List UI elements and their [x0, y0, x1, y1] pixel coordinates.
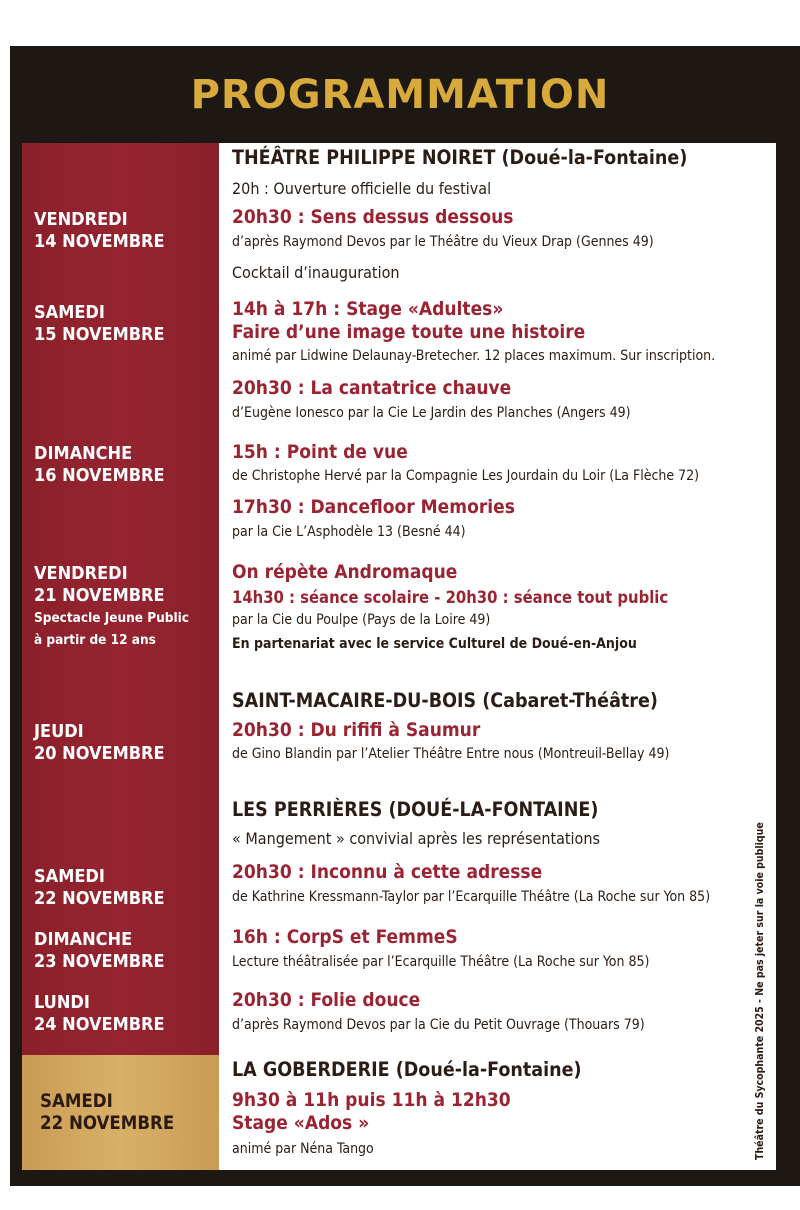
event-title: 20h30 : La cantatrice chauve: [232, 377, 512, 399]
event-description: par la Cie du Poulpe (Pays de la Loire 49): [232, 612, 491, 628]
event-description: animé par Néna Tango: [232, 1141, 374, 1157]
event-description: de Kathrine Kressmann-Taylor par l’Ecarquille Théâtre (La Roche sur Yon 85): [232, 889, 711, 905]
date-samedi-22-goberderie: SAMEDI 22 NOVEMBRE: [40, 1091, 175, 1134]
event-description: de Gino Blandin par l’Atelier Théâtre Entre nous (Montreuil-Bellay 49): [232, 746, 670, 762]
venue-heading: SAINT-MACAIRE-DU-BOIS (Cabaret-Théâtre): [232, 689, 658, 712]
event-title: 15h : Point de vue: [232, 441, 408, 463]
event-title: 9h30 à 11h puis 11h à 12h30: [232, 1089, 511, 1111]
page-title: PROGRAMMATION: [190, 72, 610, 118]
event-partner-note: En partenariat avec le service Culturel de Doué-en-Anjou: [232, 636, 637, 652]
date-samedi-15: SAMEDI 15 NOVEMBRE: [34, 302, 165, 345]
date-samedi-22: SAMEDI 22 NOVEMBRE: [34, 866, 165, 909]
event-subtitle: Stage «Ados »: [232, 1112, 370, 1134]
date-dimanche-23: DIMANCHE 23 NOVEMBRE: [34, 929, 165, 972]
date-jeudi-20: JEUDI 20 NOVEMBRE: [34, 721, 165, 764]
date-vendredi-21: VENDREDI 21 NOVEMBRE Spectacle Jeune Public à partir de 12 ans: [34, 563, 219, 651]
venue-heading: LA GOBERDERIE (Doué-la-Fontaine): [232, 1058, 582, 1081]
event-description: d’après Raymond Devos par le Théâtre du Vieux Drap (Gennes 49): [232, 234, 654, 250]
event-description: animé par Lidwine Delaunay-Bretecher. 12 places maximum. Sur inscription.: [232, 348, 716, 364]
event-note: 20h : Ouverture officielle du festival: [232, 179, 492, 198]
event-title: 20h30 : Sens dessus dessous: [232, 206, 514, 228]
date-note: Spectacle Jeune Public: [34, 610, 189, 626]
date-dimanche-16: DIMANCHE 16 NOVEMBRE: [34, 443, 165, 486]
event-description: de Christophe Hervé par la Compagnie Les Jourdain du Loir (La Flèche 72): [232, 468, 700, 484]
event-title: 17h30 : Dancefloor Memories: [232, 496, 515, 518]
date-vendredi-14: VENDREDI 14 NOVEMBRE: [34, 209, 165, 252]
event-title: 20h30 : Du rififi à Saumur: [232, 719, 481, 741]
side-credit: Théâtre du Sycophante 2025 - Ne pas jeter sur la voie publique: [754, 822, 766, 1160]
event-title: 16h : CorpS et FemmeS: [232, 926, 458, 948]
event-subtitle: Faire d’une image toute une histoire: [232, 321, 586, 343]
date-lundi-24: LUNDI 24 NOVEMBRE: [34, 992, 165, 1035]
event-description: par la Cie L’Asphodèle 13 (Besné 44): [232, 524, 466, 540]
event-title: 20h30 : Folie douce: [232, 989, 421, 1011]
venue-heading: LES PERRIÈRES (DOUÉ-LA-FONTAINE): [232, 798, 599, 821]
event-description: d’après Raymond Devos par la Cie du Petit Ouvrage (Thouars 79): [232, 1017, 645, 1033]
event-title: On répète Andromaque: [232, 561, 458, 583]
event-note: Cocktail d’inauguration: [232, 263, 400, 282]
event-times: 14h30 : séance scolaire - 20h30 : séance tout public: [232, 588, 669, 607]
event-description: d’Eugène Ionesco par la Cie Le Jardin des Planches (Angers 49): [232, 405, 631, 421]
event-title: 20h30 : Inconnu à cette adresse: [232, 861, 543, 883]
event-title: 14h à 17h : Stage «Adultes»: [232, 298, 504, 320]
venue-heading: THÉÂTRE PHILIPPE NOIRET (Doué-la-Fontaine): [232, 146, 688, 169]
date-note: à partir de 12 ans: [34, 632, 156, 648]
event-description: Lecture théâtralisée par l’Ecarquille Théâtre (La Roche sur Yon 85): [232, 954, 650, 970]
event-note: « Mangement » convivial après les représentations: [232, 829, 600, 848]
